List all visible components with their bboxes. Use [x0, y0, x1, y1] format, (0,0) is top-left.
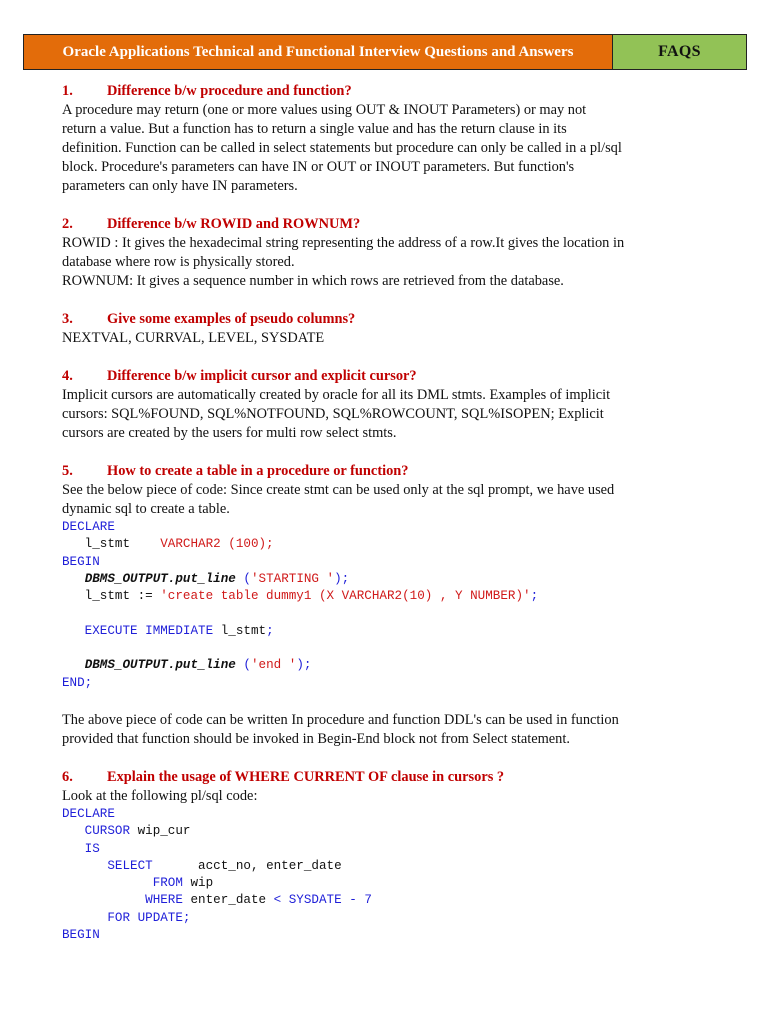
header-tag: FAQS	[613, 35, 746, 69]
question-1	[62, 82, 722, 101]
answer-line: ROWNUM: It gives a sequence number in which rows are retrieved from the database.	[62, 273, 564, 289]
question-2	[62, 215, 722, 234]
code-block-5	[62, 519, 722, 692]
question-3	[62, 310, 722, 329]
answer-line: A procedure may return (one or more values using OUT & INOUT Parameters) or may not	[62, 102, 587, 118]
answer-line: NEXTVAL, CURRVAL, LEVEL, SYSDATE	[62, 330, 325, 346]
page-header	[23, 34, 747, 70]
question-text: How to create a table in a procedure or function?	[107, 463, 409, 479]
code-line: DBMS_OUTPUT.put_line ('STARTING ');	[84, 571, 350, 586]
document-body	[62, 82, 722, 944]
answer-line: parameters can only have IN parameters.	[62, 178, 298, 194]
code-block-6	[62, 806, 722, 944]
code-line: BEGIN	[62, 928, 100, 943]
answer-line: provided that function should be invoked in Begin-End block not from Select statement.	[62, 730, 570, 747]
answer-line: The above piece of code can be written In procedure and function DDL's can be used in function	[62, 711, 619, 728]
question-text: Give some examples of pseudo columns?	[107, 311, 356, 327]
question-number: 6.	[62, 768, 73, 785]
code-line: EXECUTE IMMEDIATE l_stmt;	[62, 623, 274, 638]
question-number: 3.	[62, 311, 73, 327]
question-text: Difference b/w implicit cursor and explicit cursor?	[107, 368, 417, 384]
question-number: 2.	[62, 216, 73, 232]
answer-line: return a value. But a function has to return a single value and has the return clause in its	[62, 121, 567, 137]
code-line: BEGIN	[62, 554, 100, 569]
header-title: Oracle Applications Technical and Functional Interview Questions and Answers	[24, 35, 613, 69]
question-6	[62, 768, 722, 787]
answer-line: See the below piece of code: Since create stmt can be used only at the sql prompt, we have used	[62, 482, 615, 498]
answer-line: Look at the following pl/sql code:	[62, 787, 258, 804]
answer-line: block. Procedure's parameters can have IN or OUT or INOUT parameters. But function's	[62, 159, 575, 175]
code-line: DECLARE	[62, 520, 115, 534]
code-line: DBMS_OUTPUT.put_line ('end ');	[84, 658, 312, 673]
answer-line: dynamic sql to create a table.	[62, 501, 230, 517]
code-line: WHERE enter_date < SYSDATE - 7	[62, 893, 372, 908]
answer-line: Implicit cursors are automatically created by oracle for all its DML stmts. Examples of implicit	[62, 387, 611, 403]
answer-line: ROWID : It gives the hexadecimal string representing the address of a row.It gives the location in	[62, 235, 625, 251]
code-line: FROM wip	[62, 876, 214, 891]
answer-line: cursors are created by the users for multi row select stmts.	[62, 425, 397, 441]
code-line: END;	[62, 675, 93, 690]
question-number: 5.	[62, 463, 73, 479]
code-line: DECLARE	[62, 806, 115, 821]
question-number: 1.	[62, 83, 73, 99]
question-number: 4.	[62, 368, 73, 384]
code-line-blank	[62, 640, 722, 657]
question-5	[62, 462, 722, 481]
answer-line: cursors: SQL%FOUND, SQL%NOTFOUND, SQL%ROWCOUNT, SQL%ISOPEN; Explicit	[62, 406, 604, 422]
code-line: IS	[62, 841, 100, 856]
code-line-blank	[62, 605, 722, 622]
answer-line: definition. Function can be called in select statements but procedure can only be called in a pl/sql	[62, 140, 622, 156]
question-text: Difference b/w procedure and function?	[107, 83, 352, 99]
question-4	[62, 367, 722, 386]
answer-line: database where row is physically stored.	[62, 254, 295, 270]
code-line: l_stmt VARCHAR2 (100);	[62, 537, 274, 552]
code-line: CURSOR wip_cur	[62, 824, 191, 839]
question-text: Explain the usage of WHERE CURRENT OF clause in cursors ?	[107, 768, 505, 785]
code-line: l_stmt := 'create table dummy1 (X VARCHAR2(10) , Y NUMBER)';	[62, 589, 539, 604]
question-text: Difference b/w ROWID and ROWNUM?	[107, 216, 361, 232]
code-line: FOR UPDATE;	[62, 910, 191, 925]
code-line: SELECT acct_no, enter_date	[62, 858, 342, 873]
